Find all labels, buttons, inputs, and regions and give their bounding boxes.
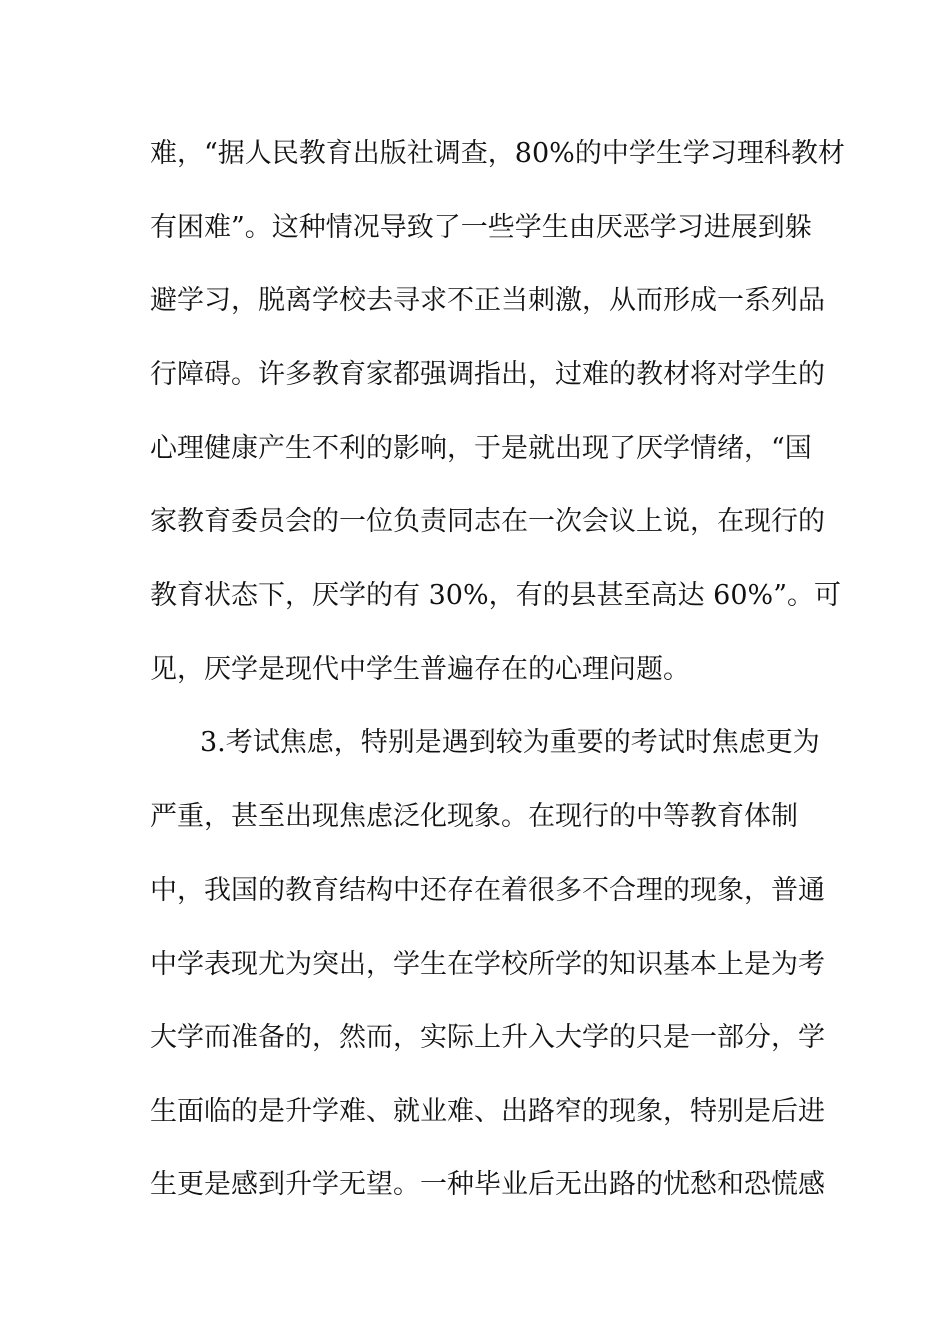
text-line: 中，我国的教育结构中还存在着很多不合理的现象，普通: [150, 875, 825, 906]
text-line: 避学习，脱离学校去寻求不正当刺激，从而形成一系列品: [150, 285, 825, 316]
text-line: 中学表现尤为突出，学生在学校所学的知识基本上是为考: [150, 949, 825, 980]
text-line: 教育状态下，厌学的有 30%，有的县甚至高达 60%”。可: [150, 580, 841, 611]
paragraph-start-line: 3.考试焦虑，特别是遇到较为重要的考试时焦虑更为: [200, 727, 820, 758]
text-line: 心理健康产生不利的影响，于是就出现了厌学情绪，“国: [150, 433, 812, 464]
text-line: 严重，甚至出现焦虑泛化现象。在现行的中等教育体制: [150, 801, 798, 832]
text-line: 难，“据人民教育出版社调查，80%的中学生学习理科教材: [150, 138, 845, 169]
text-line: 生面临的是升学难、就业难、出路窄的现象，特别是后进: [150, 1096, 825, 1127]
text-line: 大学而准备的，然而，实际上升入大学的只是一部分，学: [150, 1022, 825, 1053]
text-line: 见，厌学是现代中学生普遍存在的心理问题。: [150, 654, 690, 685]
text-line: 生更是感到升学无望。一种毕业后无出路的忧愁和恐慌感: [150, 1169, 825, 1200]
text-line: 行障碍。许多教育家都强调指出，过难的教材将对学生的: [150, 359, 825, 390]
text-line: 家教育委员会的一位负责同志在一次会议上说，在现行的: [150, 506, 825, 537]
text-line: 有困难”。这种情况导致了一些学生由厌恶学习进展到躲: [150, 212, 812, 243]
